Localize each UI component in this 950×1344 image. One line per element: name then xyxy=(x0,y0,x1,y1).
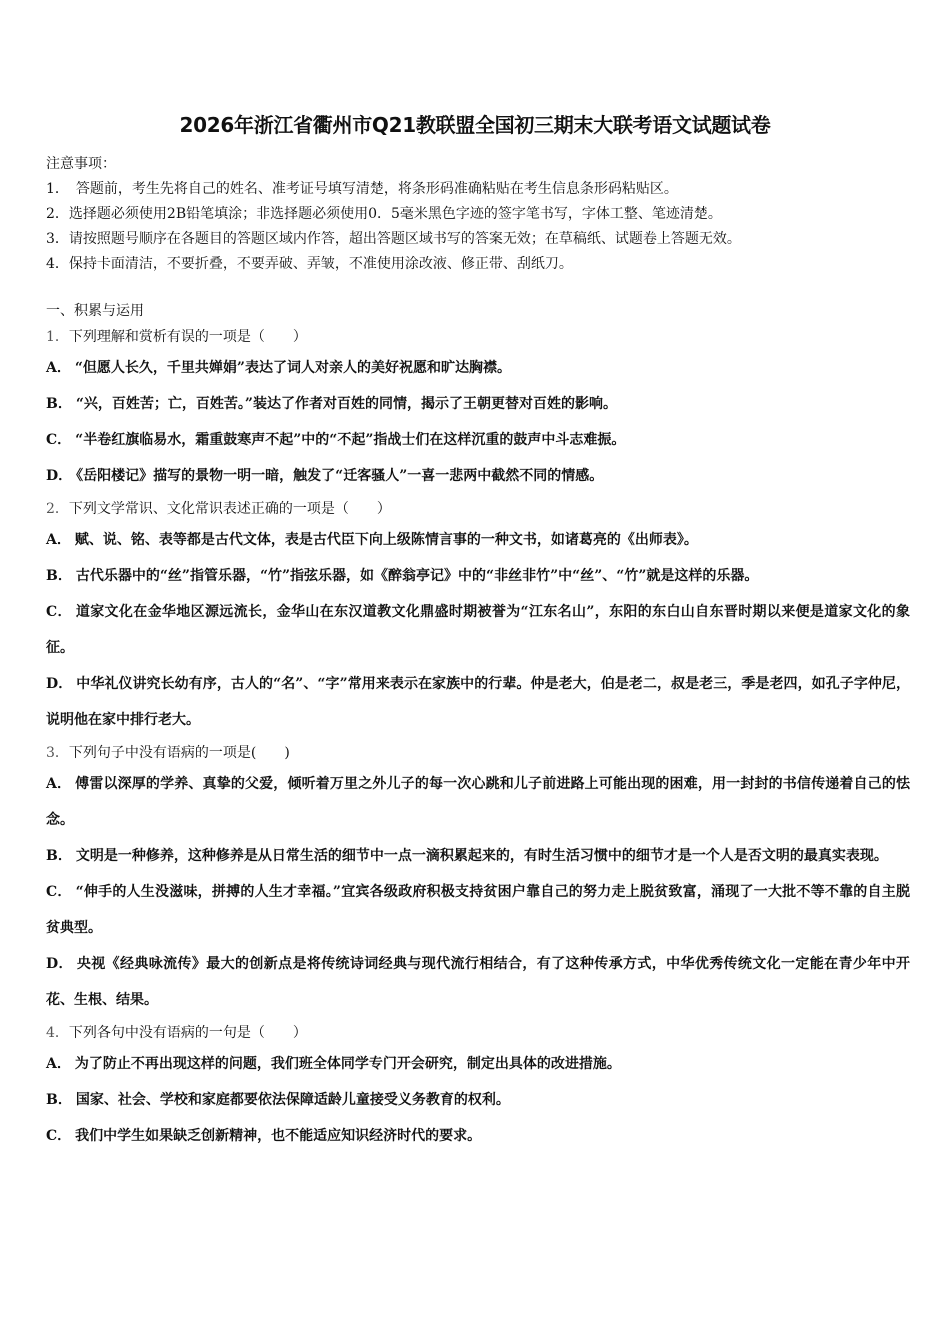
option-text: 中华礼仪讲究长幼有序，古人的“名”、“字”常用来表示在家族中的行辈。仲是老大，伯是老二，叔是老三，季是老四，如孔子字仲尼，说明他在家中排行老大。 xyxy=(46,676,910,728)
option-letter: D． xyxy=(46,468,73,484)
option-b xyxy=(46,558,910,594)
option-text: 我们中学生如果缺乏创新精神，也不能适应知识经济时代的要求。 xyxy=(75,1128,482,1144)
option-letter: B． xyxy=(46,848,72,864)
option-letter: C． xyxy=(46,884,72,900)
option-letter: C． xyxy=(46,432,72,448)
question-stem xyxy=(46,742,910,764)
option-text: 为了防止不再出现这样的问题，我们班全体同学专门开会研究，制定出具体的改进措施。 xyxy=(74,1056,621,1072)
option-b xyxy=(46,838,910,874)
option-b xyxy=(46,1082,910,1118)
option-letter: B． xyxy=(46,396,72,412)
notice-item: 4．保持卡面清洁，不要折叠，不要弄破、弄皱，不准使用涂改液、修正带、刮纸刀。 xyxy=(46,256,573,272)
option-text: 傅雷以深厚的学养、真挚的父爱，倾听着万里之外儿子的每一次心跳和儿子前进路上可能出现的困难，用一封封的书信传递着自己的怯念。 xyxy=(46,776,910,828)
option-letter: D． xyxy=(46,956,73,972)
notice-item: 1． 答题前，考生先将自己的姓名、准考证号填写清楚，将条形码准确粘贴在考生信息条形码粘贴区。 xyxy=(46,181,678,197)
question-4 xyxy=(46,1022,910,1154)
option-letter: A． xyxy=(46,360,71,376)
option-text: “半卷红旗临易水，霜重鼓寒声不起”中的“不起”指战士们在这样沉重的鼓声中斗志难振。 xyxy=(75,432,626,448)
question-text: 下列各句中没有语病的一句是（ ） xyxy=(68,1025,307,1041)
question-1 xyxy=(46,326,910,494)
notice-heading: 注意事项： xyxy=(46,156,116,172)
option-text: “伸手的人生没滋味，拼搏的人生才幸福。”宜宾各级政府积极支持贫困户靠自己的努力走上脱贫致富，涌现了一大批不等不靠的自主脱贫典型。 xyxy=(46,884,910,936)
question-number: 1． xyxy=(46,329,69,345)
notice-item: 2．选择题必须使用2B铅笔填涂；非选择题必须使用0．5毫米黑色字迹的签字笔书写，字体工整、笔迹清楚。 xyxy=(46,206,722,222)
option-letter: A． xyxy=(46,532,71,548)
option-letter: A． xyxy=(46,1056,71,1072)
option-d xyxy=(46,458,910,494)
question-number: 4． xyxy=(46,1025,69,1041)
option-text: 赋、说、铭、表等都是古代文体，表是古代臣下向上级陈情言事的一种文书，如诸葛亮的《出师表》。 xyxy=(74,532,698,548)
option-text: 国家、社会、学校和家庭都要依法保障适龄儿童接受义务教育的权利。 xyxy=(75,1092,510,1108)
question-stem xyxy=(46,498,910,520)
option-b xyxy=(46,386,910,422)
option-text: “但愿人长久，千里共婵娟”表达了词人对亲人的美好祝愿和旷达胸襟。 xyxy=(74,360,511,376)
option-text: 央视《经典咏流传》最大的创新点是将传统诗词经典与现代流行相结合，有了这种传承方式，中华优秀传统文化一定能在青少年中开花、生根、结果。 xyxy=(46,956,911,1008)
questions-content xyxy=(46,300,910,1154)
option-text: 《岳阳楼记》描写的景物一明一暗，触发了“迁客骚人”一喜一悲两中截然不同的情感。 xyxy=(76,468,604,484)
notice-item: 3．请按照题号顺序在各题目的答题区域内作答，超出答题区域书写的答案无效；在草稿纸、试题卷上答题无效。 xyxy=(46,231,741,247)
option-a xyxy=(46,350,910,386)
option-c xyxy=(46,1118,910,1154)
option-text: 文明是一种修养，这种修养是从日常生活的细节中一点一滴积累起来的，有时生活习惯中的细节才是一个人是否文明的最真实表现。 xyxy=(75,848,888,864)
question-number: 3． xyxy=(46,745,69,761)
notice-block xyxy=(46,152,916,277)
question-text: 下列句子中没有语病的一项是( ) xyxy=(68,745,290,761)
question-2 xyxy=(46,498,910,738)
option-text: 道家文化在金华地区源远流长，金华山在东汉道教文化鼎盛时期被誉为“江东名山”，东阳的东白山自东晋时期以来便是道家文化的象征。 xyxy=(46,604,910,656)
question-stem xyxy=(46,326,910,348)
option-d xyxy=(46,666,910,738)
question-3 xyxy=(46,742,910,1018)
option-letter: C． xyxy=(46,1128,72,1144)
option-letter: D． xyxy=(46,676,73,692)
question-text: 下列理解和赏析有误的一项是（ ） xyxy=(68,329,307,345)
option-a xyxy=(46,1046,910,1082)
option-letter: C． xyxy=(46,604,72,620)
option-c xyxy=(46,422,910,458)
section-title: 一、积累与运用 xyxy=(46,303,144,319)
option-a xyxy=(46,522,910,558)
option-c xyxy=(46,594,910,666)
question-text: 下列文学常识、文化常识表述正确的一项是（ ） xyxy=(68,501,391,517)
option-c xyxy=(46,874,910,946)
question-stem xyxy=(46,1022,910,1044)
option-d xyxy=(46,946,910,1018)
option-a xyxy=(46,766,910,838)
option-letter: B． xyxy=(46,568,72,584)
option-letter: A． xyxy=(46,776,72,792)
option-text: 古代乐器中的“丝”指管乐器，“竹”指弦乐器，如《醉翁亭记》中的“非丝非竹”中“丝”、“竹”就是这样的乐器。 xyxy=(75,568,759,584)
option-letter: B． xyxy=(46,1092,72,1108)
option-text: “兴，百姓苦；亡，百姓苦。”装达了作者对百姓的同情，揭示了王朝更替对百姓的影响。 xyxy=(75,396,617,412)
question-number: 2． xyxy=(46,501,69,517)
page-title: 2026年浙江省衢州市Q21教联盟全国初三期末大联考语文试题试卷 xyxy=(179,113,771,137)
